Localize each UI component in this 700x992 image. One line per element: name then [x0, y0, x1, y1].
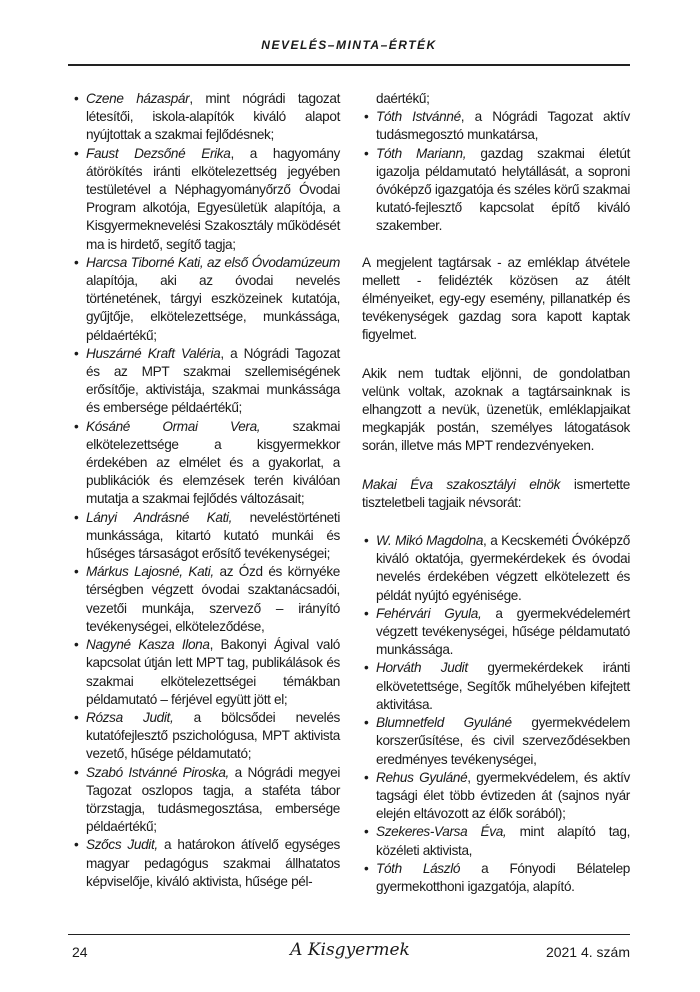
member-name: Huszárné Kraft Valéria	[86, 345, 221, 361]
list-item	[362, 860, 630, 896]
member-name: Harcsa Tiborné Kati, az első Óvodamúzeum	[86, 254, 340, 270]
list-item	[72, 563, 340, 636]
list-item	[72, 254, 340, 345]
list-item	[72, 90, 340, 145]
member-description: az Ózd és környéke térségben végzett óvodai szaktanácsadói, vezetői munkája, szervező – irányító tevékenységei, elköteleződése,	[86, 564, 340, 634]
member-name: Nagyné Kasza Ilona	[86, 637, 210, 653]
magazine-logo: A Kisgyermek	[290, 940, 410, 960]
list-item	[362, 532, 630, 605]
honorary-member-list	[362, 532, 630, 896]
left-column	[72, 90, 340, 891]
member-name: Szekeres-Varsa Éva,	[376, 824, 507, 840]
bullet-icon: •	[364, 145, 369, 161]
header-rule	[68, 64, 630, 66]
bullet-icon: •	[74, 637, 79, 653]
bullet-icon: •	[74, 254, 79, 270]
bullet-icon: •	[74, 345, 79, 361]
bullet-icon: •	[364, 605, 369, 621]
list-item	[72, 836, 340, 891]
member-description: a határokon átívelő egységes magyar pedagógus szakmai állhatatos képviselője, kiváló aktivista, hűsége pél-	[86, 837, 340, 889]
member-name: Szabó Istvánné Piroska,	[86, 764, 229, 780]
member-description: , a Kecskeméti Óvóképző kiváló oktatója, gyermekérdekek és óvodai nevelés érdekében végzett elkötelezett és példát nyújtó egyénisége.	[376, 533, 630, 603]
member-name: Horváth Judit	[376, 660, 468, 676]
member-name: Rózsa Judit,	[86, 709, 174, 725]
running-header: NEVELÉS–MINTA–ÉRTÉK	[261, 38, 437, 52]
bullet-icon: •	[74, 509, 79, 525]
list-item	[72, 345, 340, 418]
bullet-icon: •	[364, 860, 369, 876]
list-item	[362, 714, 630, 769]
bullet-icon: •	[364, 769, 369, 785]
member-description: alapítója, aki az óvodai nevelés történetének, tárgyi eszközeinek kutatója, gyűjtője, elkötelezettsége, munkássága, példaértékű;	[86, 273, 340, 343]
member-description: szakmai elkötelezettsége a kisgyermekkor érdekében az elmélet és a gyakorlat, a publikációk és elemzések terén kiválóan mutatja a szakmai fejlődés változásait;	[86, 418, 340, 507]
bullet-icon: •	[74, 91, 79, 106]
bullet-icon: •	[364, 715, 369, 731]
member-description: a bölcsődei nevelés kutatófejlesztő pszichológusa, MPT aktivista vezető, hűsége példamutató;	[86, 709, 340, 762]
list-item	[72, 418, 340, 509]
member-name: Kósáné Ormai Vera,	[86, 418, 261, 434]
bullet-icon: •	[364, 533, 369, 549]
member-description: , Bakonyi Ágival való kapcsolat útján lett MPT tag, publikálások és szakmai elkötelezettségei témákban példamutató – férjével együtt jött el;	[86, 637, 340, 707]
member-description: , a Nógrádi Tagozat és az MPT szakmai szellemiségének erősítője, aktivistája, szakmai munkássága és embersége példaértékű;	[86, 345, 340, 416]
list-item	[72, 709, 340, 764]
chair-name: Makai Éva szakosztályi elnök	[362, 476, 561, 492]
list-item	[72, 145, 340, 254]
member-description: gyermekvédelem korszerűsítése, és civil szerveződésekben eredményes tevékenységei,	[376, 715, 630, 767]
member-description: , a Nógrádi Tagozat aktív tudásmegosztó munkatársa,	[376, 109, 630, 143]
member-description: mint alapító tag, közéleti aktivista,	[376, 824, 630, 858]
issue-label: 2021 4. szám	[545, 944, 630, 960]
member-name: Lányi Andrásné Kati,	[86, 509, 233, 525]
member-name: Rehus Gyuláné	[376, 769, 468, 785]
member-list-right	[362, 108, 630, 235]
list-item	[362, 145, 630, 236]
member-description: a Fónyodi Bélatelep gyermekotthoni igazgatója, alapító.	[376, 860, 630, 894]
paragraph-attendees: A megjelent tagtársak - az emléklap átvétele mellett - felidézték közösen az átélt élményeiket, egy-egy esemény, pillanatkép és tevékenységek gazdag sora kapott kaptak figyelmet.	[362, 254, 630, 343]
bullet-icon: •	[364, 824, 369, 840]
list-item	[362, 769, 630, 824]
list-item	[72, 636, 340, 709]
member-name: Márkus Lajosné, Kati,	[86, 564, 214, 580]
member-list-left	[72, 90, 340, 891]
list-item	[362, 108, 630, 144]
member-description: , gyermekvédelem, és aktív tagsági élet több évtizeden át (sajnos nyár elején eltávozott az élők sorából);	[376, 769, 630, 822]
bullet-icon: •	[74, 764, 79, 780]
right-column	[362, 90, 630, 896]
member-name: Tóth László	[376, 860, 461, 876]
list-item	[72, 509, 340, 564]
member-name: Tóth Istvánné	[376, 109, 461, 125]
list-item	[72, 764, 340, 837]
member-description: , mint nógrádi tagozat létesítői, iskola-alapítók kiváló alapot nyújtottak a szakmai fejlődésnek;	[86, 91, 340, 143]
member-description: , a hagyomány átörökítés iránti elkötelezettség jegyében testületével a Néphagyományőrző Óvodai Program alkotója, Egyesületük alapítója, a Kisgyermeknevelési Szakosztály működését ma is hirdető, segítő tagja;	[86, 145, 340, 252]
paragraph-absent-members: Akik nem tudtak eljönni, de gondolatban velünk voltak, azoknak a tagtársainknak is elhangzott a nevük, üzenetük, emléklapjaikat megkapják postán, személyes látogatások során, illetve más MPT rendezvényeken.	[362, 365, 630, 454]
member-description: gazdag szakmai életút igazolja példamutató helytállását, a soproni óvóképző igazgatója és széles körű szakmai kutató-fejlesztő kapcsolat építő kiváló szakember.	[376, 145, 630, 234]
member-name: Blumnetfeld Gyuláné	[376, 715, 512, 731]
list-item	[362, 659, 630, 714]
list-item	[362, 823, 630, 859]
continued-text: daértékű;	[376, 91, 430, 106]
member-name: Czene házaspár	[86, 91, 190, 106]
bullet-icon: •	[364, 660, 369, 676]
member-description: gyermekérdekek iránti elkövetettsége, Segítők műhelyében kifejtett aktivitása.	[376, 660, 630, 712]
honorary-intro-text: ismertette tiszteletbeli tagjaik névsorát:	[362, 476, 630, 510]
footer-rule	[68, 934, 630, 935]
bullet-icon: •	[74, 418, 79, 434]
member-name: Tóth Mariann,	[376, 145, 467, 161]
bullet-icon: •	[364, 109, 369, 125]
member-name: Faust Dezsőné Erika	[86, 145, 231, 161]
list-item	[362, 605, 630, 660]
bullet-icon: •	[74, 837, 79, 853]
bullet-icon: •	[74, 145, 79, 161]
member-description: a gyermekvédelemért végzett tevékenységei, hűsége példamutató munkássága.	[376, 605, 630, 658]
bullet-icon: •	[74, 564, 79, 580]
member-name: W. Mikó Magdolna	[376, 533, 484, 549]
page-number: 24	[72, 944, 88, 960]
member-description: neveléstörténeti munkássága, kitartó kutató munkái és hűséges társaságot erősítő tevékenységei;	[86, 509, 340, 562]
paragraph-honorary-intro	[362, 476, 630, 512]
member-name: Szőcs Judit,	[86, 837, 158, 853]
member-description: a Nógrádi megyei Tagozat oszlopos tagja, a staféta tábor törzstagja, tudásmegosztása, embersége példaértékű;	[86, 764, 340, 835]
bullet-icon: •	[74, 709, 79, 725]
member-name: Fehérvári Gyula,	[376, 605, 482, 621]
